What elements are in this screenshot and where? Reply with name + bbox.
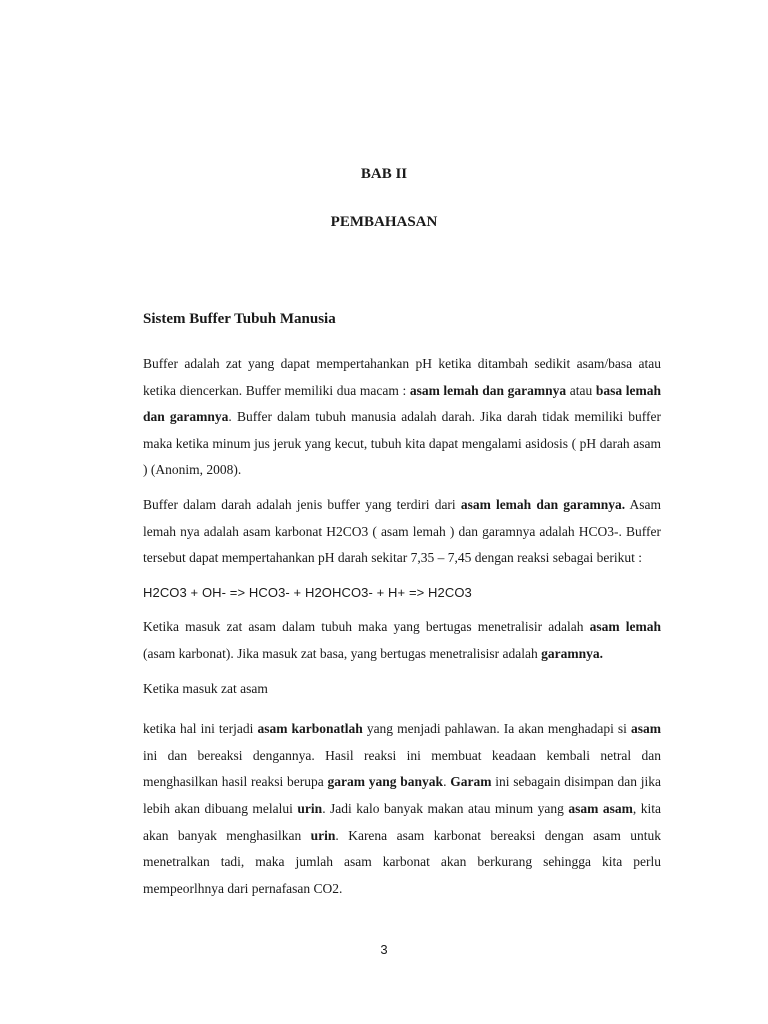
text-run: Buffer dalam darah adalah jenis buffer yang terdiri dari <box>143 496 461 512</box>
bold-text: asam lemah dan garamnya <box>409 382 567 398</box>
bold-text: basa lemah dan garamnya <box>143 382 661 425</box>
text-run: atau <box>566 382 596 398</box>
text-run: yang menjadi pahlawan. Ia akan menghadapi si <box>362 721 631 737</box>
bold-text: asam karbonatlah <box>257 721 363 737</box>
bold-text: asam lemah <box>589 619 662 635</box>
text-run: H2CO3 + OH- => HCO3- + H2OHCO3- + H+ => H2CO3 <box>143 584 472 600</box>
text-run: . <box>443 774 451 790</box>
text-run: ini sebagain disimpan dan jika lebih akan dibuang melalui <box>143 774 661 816</box>
chapter-title: PEMBAHASAN <box>330 214 438 230</box>
text-run: ketika hal ini terjadi <box>143 721 258 737</box>
text-run: . Karena asam karbonat bereaksi dengan asam untuk menetralkan tadi, maka jumlah asam karbonat akan berkurang sehingga kita perlu mempeorlhnya dari pernafasan CO2. <box>143 827 661 896</box>
body-text <box>143 351 661 910</box>
chapter-number: BAB II <box>360 166 408 182</box>
bold-text: urin <box>297 800 323 816</box>
bold-text: Garam <box>450 774 492 790</box>
paragraph-buffer-definition <box>143 351 661 484</box>
bold-text: garam yang banyak <box>327 774 444 790</box>
reaction-equation <box>143 580 661 607</box>
text-run: Ketika masuk zat asam <box>143 680 268 696</box>
paragraph-carbonic-acid <box>143 716 661 902</box>
bold-text: asam asam <box>568 800 633 816</box>
text-run: Asam lemah nya adalah asam karbonat H2CO3 ( asam lemah ) dan garamnya adalah HCO3-. Buffer tersebut dapat mempertahankan pH darah sekitar 7,35 – 7,45 dengan reaksi sebagai berikut : <box>143 496 661 566</box>
text-run: ini dan bereaksi dengannya. Hasil reaksi ini membuat keadaan kembali netral dan menghasilkan hasil reaksi berupa <box>143 747 661 790</box>
text-run: Buffer adalah zat yang dapat mempertahankan pH ketika ditambah sedikit asam/basa atau ketika diencerkan. Buffer memiliki dua macam : <box>143 356 661 398</box>
bold-text: asam <box>630 721 661 737</box>
text-run: , kita akan banyak menghasilkan <box>143 800 662 843</box>
text-run: Ketika masuk zat asam dalam tubuh maka yang bertugas menetralisir adalah <box>143 619 590 635</box>
paragraph-subheading-acid <box>143 676 661 703</box>
bold-text: urin <box>310 827 336 843</box>
text-run: . Jadi kalo banyak makan atau minum yang <box>322 800 569 816</box>
page-number: 3 <box>380 942 388 957</box>
paragraph-neutralization <box>143 614 661 667</box>
bold-text: asam lemah dan garamnya. <box>460 496 626 512</box>
section-title: Sistem Buffer Tubuh Manusia <box>143 311 336 327</box>
bold-text: garamnya. <box>541 645 603 661</box>
text-run: . Buffer dalam tubuh manusia adalah darah. Jika darah tidak memiliki buffer maka ketika minum jus jeruk yang kecut, tubuh kita dapat mengalami asidosis ( pH darah asam ) (Anonim, 2008). <box>143 409 661 478</box>
paragraph-blood-buffer <box>143 492 661 572</box>
text-run: (asam karbonat). Jika masuk zat basa, yang bertugas menetralisisr adalah <box>143 645 542 661</box>
